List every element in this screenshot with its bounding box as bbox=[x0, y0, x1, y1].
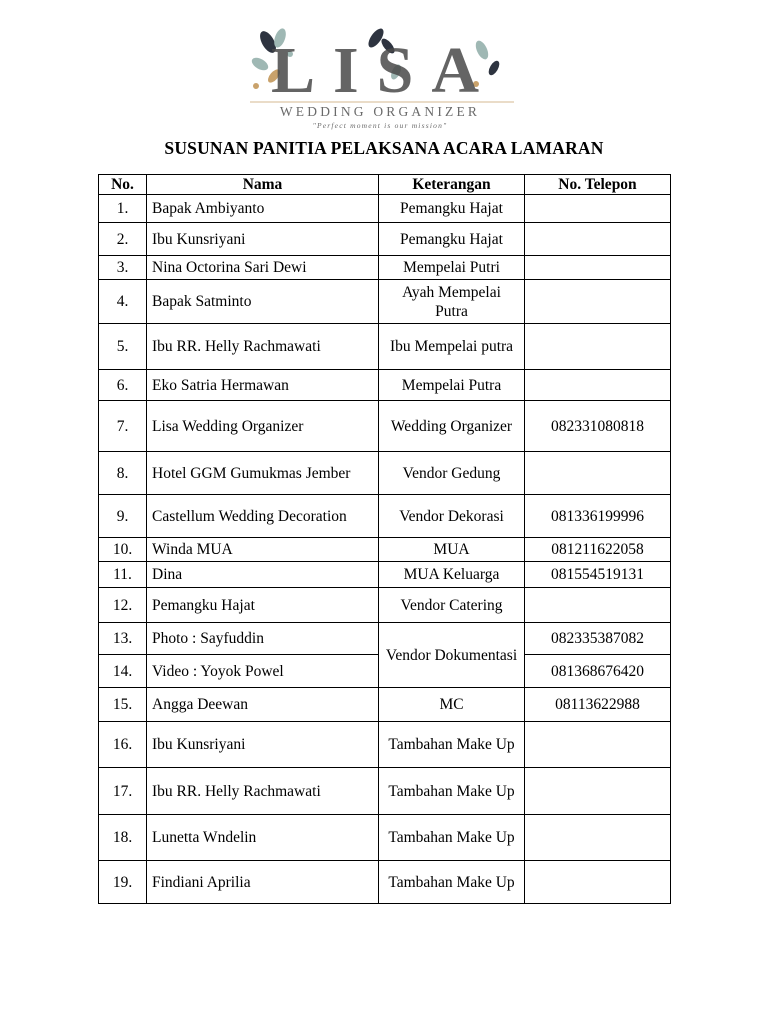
header-no: No. bbox=[99, 175, 147, 195]
header-nama: Nama bbox=[147, 175, 379, 195]
table-row bbox=[99, 688, 671, 722]
row-description: Tambahan Make Up bbox=[379, 815, 525, 861]
row-number: 6. bbox=[99, 370, 147, 401]
row-number: 9. bbox=[99, 495, 147, 538]
row-description: Tambahan Make Up bbox=[379, 768, 525, 815]
logo-tagline: "Perfect moment is our mission" bbox=[312, 121, 448, 130]
row-name: Hotel GGM Gumukmas Jember bbox=[147, 452, 379, 495]
row-name: Bapak Satminto bbox=[147, 280, 379, 324]
row-phone: 081554519131 bbox=[525, 562, 671, 588]
row-number: 11. bbox=[99, 562, 147, 588]
table-row bbox=[99, 768, 671, 815]
table-row bbox=[99, 815, 671, 861]
row-description: Vendor Dekorasi bbox=[379, 495, 525, 538]
row-description: Vendor Gedung bbox=[379, 452, 525, 495]
row-description: Tambahan Make Up bbox=[379, 861, 525, 904]
row-phone bbox=[525, 195, 671, 223]
row-number: 10. bbox=[99, 538, 147, 562]
row-number: 17. bbox=[99, 768, 147, 815]
row-name: Ibu RR. Helly Rachmawati bbox=[147, 768, 379, 815]
header-keterangan: Keterangan bbox=[379, 175, 525, 195]
logo-graphic bbox=[246, 24, 522, 136]
table-row bbox=[99, 401, 671, 452]
row-number: 5. bbox=[99, 324, 147, 370]
logo-brand-text: LISA bbox=[270, 34, 498, 107]
row-description: Ayah Mempelai Putra bbox=[379, 280, 525, 324]
row-name: Ibu Kunsriyani bbox=[147, 722, 379, 768]
row-name: Bapak Ambiyanto bbox=[147, 195, 379, 223]
row-phone bbox=[525, 815, 671, 861]
row-number: 3. bbox=[99, 256, 147, 280]
table-row bbox=[99, 623, 671, 655]
row-number: 4. bbox=[99, 280, 147, 324]
row-name: Castellum Wedding Decoration bbox=[147, 495, 379, 538]
row-number: 14. bbox=[99, 655, 147, 688]
row-description: Tambahan Make Up bbox=[379, 722, 525, 768]
row-phone: 081211622058 bbox=[525, 538, 671, 562]
table-row bbox=[99, 370, 671, 401]
table-row bbox=[99, 324, 671, 370]
row-number: 18. bbox=[99, 815, 147, 861]
row-number: 16. bbox=[99, 722, 147, 768]
table-row bbox=[99, 223, 671, 256]
table-row bbox=[99, 861, 671, 904]
table-row bbox=[99, 280, 671, 324]
row-phone bbox=[525, 452, 671, 495]
row-number: 15. bbox=[99, 688, 147, 722]
table-row bbox=[99, 562, 671, 588]
row-description: Vendor Catering bbox=[379, 588, 525, 623]
row-phone: 081336199996 bbox=[525, 495, 671, 538]
row-description: Mempelai Putri bbox=[379, 256, 525, 280]
row-name: Video : Yoyok Powel bbox=[147, 655, 379, 688]
row-phone bbox=[525, 223, 671, 256]
row-number: 13. bbox=[99, 623, 147, 655]
row-number: 19. bbox=[99, 861, 147, 904]
row-number: 7. bbox=[99, 401, 147, 452]
row-name: Eko Satria Hermawan bbox=[147, 370, 379, 401]
row-phone bbox=[525, 861, 671, 904]
row-number: 1. bbox=[99, 195, 147, 223]
row-phone bbox=[525, 256, 671, 280]
row-phone bbox=[525, 324, 671, 370]
table-row bbox=[99, 538, 671, 562]
row-name: Winda MUA bbox=[147, 538, 379, 562]
table-row bbox=[99, 495, 671, 538]
row-description: Vendor Dokumentasi bbox=[379, 623, 525, 688]
row-name: Findiani Aprilia bbox=[147, 861, 379, 904]
row-phone bbox=[525, 768, 671, 815]
table-header-row bbox=[99, 175, 671, 195]
row-phone bbox=[525, 588, 671, 623]
row-name: Ibu Kunsriyani bbox=[147, 223, 379, 256]
row-phone: 081368676420 bbox=[525, 655, 671, 688]
table-row bbox=[99, 588, 671, 623]
table-row bbox=[99, 722, 671, 768]
row-description: Pemangku Hajat bbox=[379, 223, 525, 256]
row-phone: 082331080818 bbox=[525, 401, 671, 452]
row-name: Angga Deewan bbox=[147, 688, 379, 722]
row-number: 2. bbox=[99, 223, 147, 256]
row-phone: 082335387082 bbox=[525, 623, 671, 655]
logo-subtitle: WEDDING ORGANIZER bbox=[279, 104, 481, 119]
document-title: SUSUNAN PANITIA PELAKSANA ACARA LAMARAN bbox=[164, 138, 604, 158]
row-phone: 08113622988 bbox=[525, 688, 671, 722]
committee-table bbox=[98, 174, 671, 904]
row-description: Ibu Mempelai putra bbox=[379, 324, 525, 370]
row-number: 8. bbox=[99, 452, 147, 495]
row-phone bbox=[525, 280, 671, 324]
table-row bbox=[99, 195, 671, 223]
row-phone bbox=[525, 370, 671, 401]
row-phone bbox=[525, 722, 671, 768]
row-name: Lunetta Wndelin bbox=[147, 815, 379, 861]
row-name: Nina Octorina Sari Dewi bbox=[147, 256, 379, 280]
header-telepon: No. Telepon bbox=[525, 175, 671, 195]
row-description: MUA Keluarga bbox=[379, 562, 525, 588]
row-name: Lisa Wedding Organizer bbox=[147, 401, 379, 452]
lisa-wedding-organizer-logo bbox=[246, 24, 522, 136]
table-row bbox=[99, 256, 671, 280]
row-name: Dina bbox=[147, 562, 379, 588]
row-name: Pemangku Hajat bbox=[147, 588, 379, 623]
row-description: Wedding Organizer bbox=[379, 401, 525, 452]
table-row bbox=[99, 452, 671, 495]
row-description: MC bbox=[379, 688, 525, 722]
row-name: Ibu RR. Helly Rachmawati bbox=[147, 324, 379, 370]
row-description: Mempelai Putra bbox=[379, 370, 525, 401]
row-name: Photo : Sayfuddin bbox=[147, 623, 379, 655]
row-number: 12. bbox=[99, 588, 147, 623]
row-description: MUA bbox=[379, 538, 525, 562]
row-description: Pemangku Hajat bbox=[379, 195, 525, 223]
